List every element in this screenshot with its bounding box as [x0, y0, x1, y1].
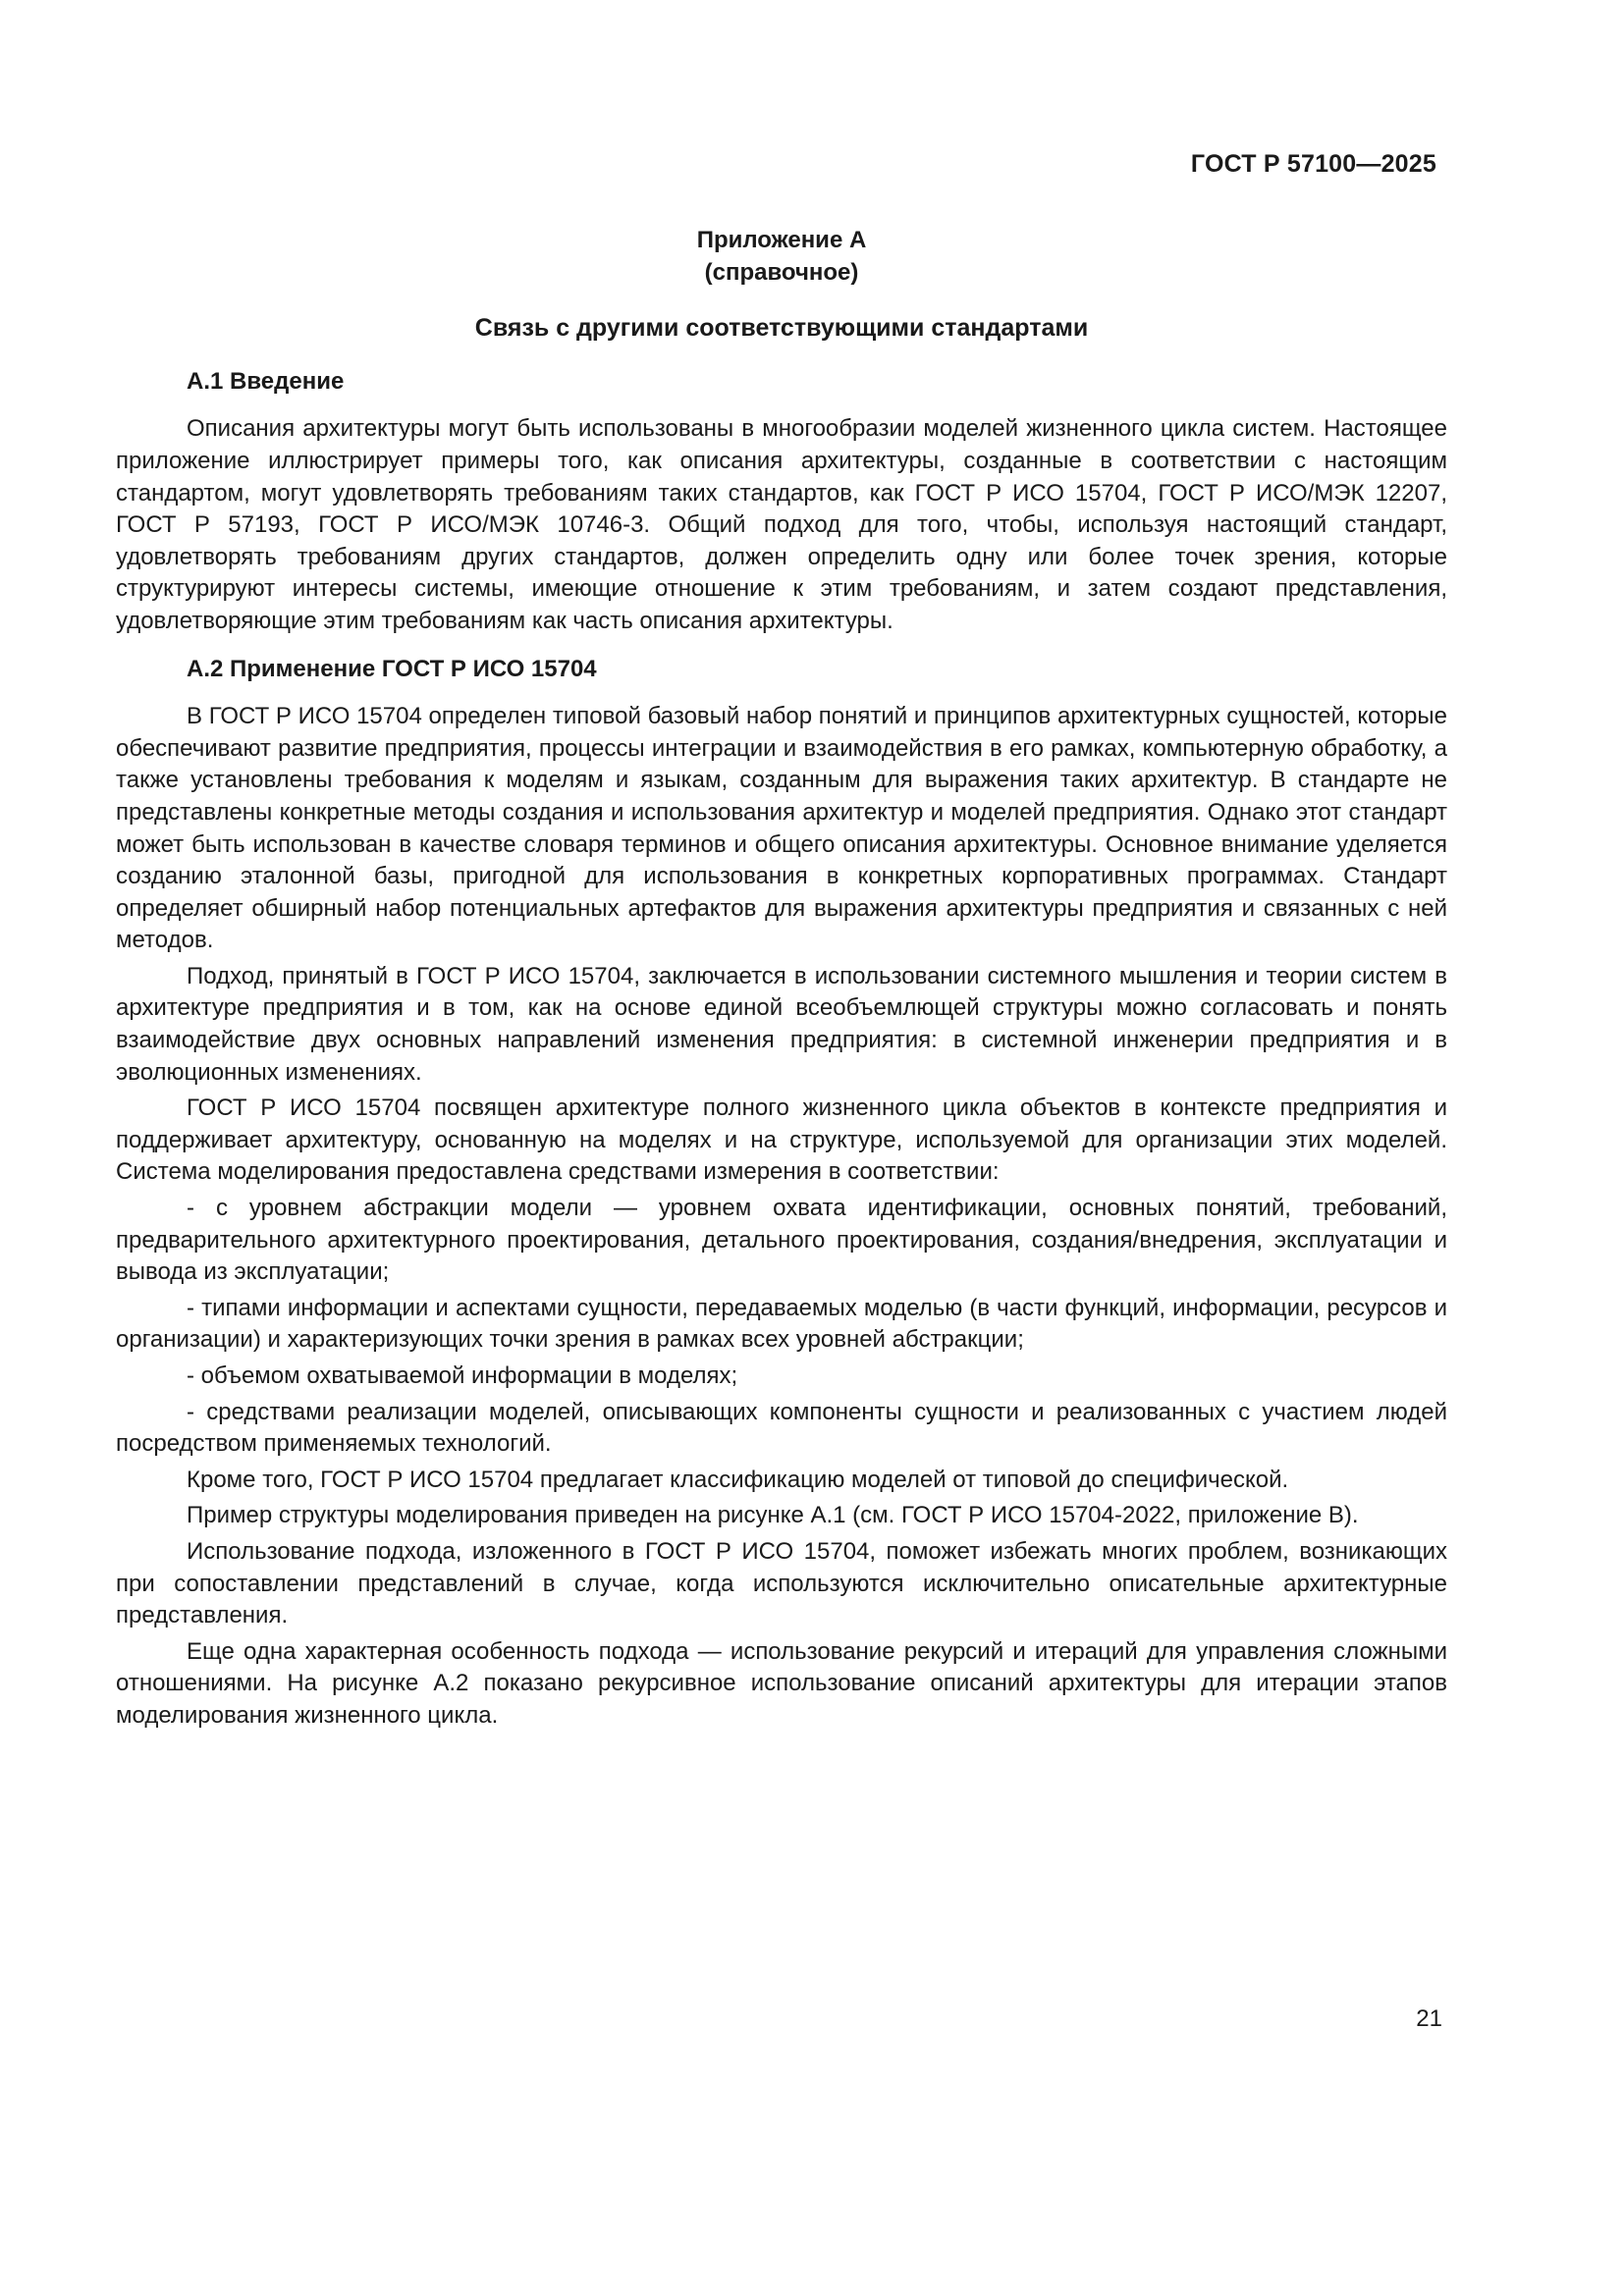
paragraph-a2-1: В ГОСТ Р ИСО 15704 определен типовой базовый набор понятий и принципов архитектурных сущностей, которые обеспечивают развитие предприятия, процессы интеграции и взаимодействия в его рамках, компьютерную обработку, а также установлены требования к моделям и языкам, созданным для выражения таких архитектур. В стандарте не представлены конкретные методы создания и использования архитектур и моделей предприятия. Однако этот стандарт может быть использован в качестве словаря терминов и общего описания архитектуры. Основное внимание уделяется созданию эталонной базы, пригодной для использования в конкретных корпоративных программах. Стандарт определяет обширный набор потенциальных артефактов для выражения архитектуры предприятия и связанных с ней методов. [116, 703, 1447, 954]
paragraph-a2-recursion: Еще одна характерная особенность подхода — использование рекурсий и итераций для управления сложными отношениями. На рисунке А.2 показано рекурсивное использование описаний архитектуры для итерации этапов моделирования жизненного цикла. [116, 1637, 1447, 1729]
paragraph-a2-classification: Кроме того, ГОСТ Р ИСО 15704 предлагает классификацию моделей от типовой до специфической. [187, 1466, 1289, 1493]
paragraph-a2-2: Подход, принятый в ГОСТ Р ИСО 15704, заключается в использовании системного мышления и теории систем в архитектуре предприятия и в том, как на основе единой всеобъемлющей структуры можно согласовать и понять взаимодействие двух основных направлений изменения предприятия: в системной инженерии предприятия и в эволюционных изменениях. [116, 962, 1447, 1086]
document-code: ГОСТ Р 57100—2025 [1190, 150, 1436, 178]
paragraph-a1-1: Описания архитектуры могут быть использованы в многообразии моделей жизненного цикла систем. Настоящее приложение иллюстрирует примеры того, как описания архитектуры, созданные в соответствии с настоящим стандартом, могут удовлетворять требованиям таких стандартов, как ГОСТ Р ИСО 15704, ГОСТ Р ИСО/МЭК 12207, ГОСТ Р 57193, ГОСТ Р ИСО/МЭК 10746-3. Общий подход для того, чтобы, используя настоящий стандарт, удовлетворять требованиям других стандартов, должен определить одну или более точек зрения, которые структурируют интересы системы, имеющие отношение к этим требованиям, и затем создают представления, удовлетворяющие этим требованиям как часть описания архитектуры. [116, 415, 1447, 634]
appendix-subtitle: (справочное) [704, 258, 859, 286]
paragraph-a2-3: ГОСТ Р ИСО 15704 посвящен архитектуре полного жизненного цикла объектов в контексте предприятия и поддерживает архитектуру, основанную на моделях и на структуре, используемой для организации этих моделей. Система моделирования предоставлена средствами измерения в соответствии: [116, 1095, 1447, 1186]
page-content [116, 225, 1447, 1736]
section-heading-a1: А.1 Введение [187, 367, 345, 395]
paragraph-a2-figure-ref: Пример структуры моделирования приведен на рисунке А.1 (см. ГОСТ Р ИСО 15704-2022, приложение В). [187, 1502, 1359, 1529]
paragraph-a2-approach-benefit: Использование подхода, изложенного в ГОСТ Р ИСО 15704, поможет избежать многих проблем, возникающих при сопоставлении представлений в случае, когда используются исключительно описательные архитектурные представления. [116, 1537, 1447, 1629]
list-item-information-types: - типами информации и аспектами сущности, передаваемых моделью (в части функций, информации, ресурсов и организации) и характеризующих точки зрения в рамках всех уровней абстракции; [116, 1294, 1447, 1354]
appendix-title: Приложение А [696, 227, 867, 253]
page-number: 21 [1416, 2005, 1442, 2032]
appendix-heading: Связь с другими соответствующими стандартами [474, 314, 1089, 343]
list-item-abstraction: - с уровнем абстракции модели — уровнем охвата идентификации, основных понятий, требований, предварительного архитектурного проектирования, детального проектирования, создания/внедрения, эксплуатации и вывода из эксплуатации; [116, 1195, 1447, 1286]
list-item-implementation: - средствами реализации моделей, описывающих компоненты сущности и реализованных с участием людей посредством применяемых технологий. [116, 1398, 1447, 1458]
section-heading-a2: А.2 Применение ГОСТ Р ИСО 15704 [187, 655, 597, 682]
list-item-scope: - объемом охватываемой информации в моделях; [187, 1362, 738, 1389]
